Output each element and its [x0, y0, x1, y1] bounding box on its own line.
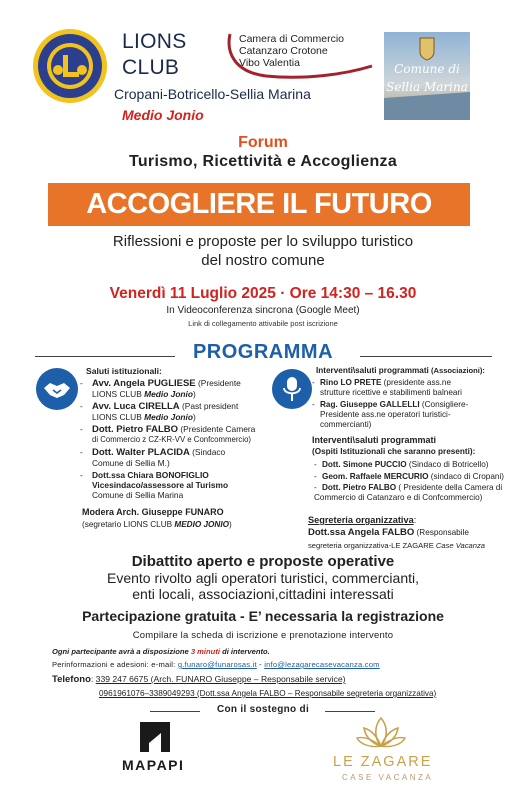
interventi2-heading: Interventi\saluti programmati: [312, 435, 437, 445]
ospite-item: - Dott. Simone PUCCIO (Sindaco di Botricello): [314, 460, 489, 469]
saluto-item: - Avv. Luca CIRELLA (Past president LIONS CLUB Medio Jonio): [80, 401, 239, 422]
tagline-line1: Riflessioni e proposte per lo sviluppo turistico: [112, 233, 414, 250]
segreteria-role: segreteria organizzativa-LE ZAGARE Case Vacanza: [308, 541, 485, 550]
compilare: Compilare la scheda di iscrizione e prenotazione intervento: [132, 630, 394, 641]
camera-commercio-logo: [226, 32, 376, 84]
lotus-icon: [356, 714, 406, 754]
link-note: Link di collegamento attivabile post iscrizione: [188, 319, 338, 328]
event-title: ACCOGLIERE IL FUTURO: [86, 188, 432, 220]
camera-line2: Catanzaro Crotone: [239, 45, 328, 57]
camera-line1: Camera di Commercio: [239, 33, 345, 45]
intervento-item: - Rino LO PRETE (presidente ass.ne strutture ricettive e stabilimenti balneari: [312, 378, 462, 397]
evento-line1: Evento rivolto agli operatori turistici, commercianti,: [106, 570, 419, 586]
saluti-heading: Saluti istituzionali:: [86, 366, 162, 376]
interventi-heading: Interventi\saluti programmati (Associazioni):: [316, 366, 485, 375]
info-line: Perinformazioni e adesioni: e-mail: g.funaro@funarosas.it - info@lezagarecasevacanza.com: [52, 660, 380, 669]
mapapi-name: MAPAPI: [122, 757, 185, 773]
tagline-line2: del nostro comune: [201, 252, 325, 269]
email-zagare-link[interactable]: info@lezagarecasevacanza.com: [264, 660, 380, 669]
program-heading: PROGRAMMA: [192, 341, 334, 363]
saluto-item: - Dott.ssa Chiara BONOFIGLIO Vicesindaco/assessore al Turismo Comune di Sellia Marina: [80, 470, 229, 500]
lions-location: Cropani-Botricello-Sellia Marina: [114, 86, 311, 102]
comune-line2: Sellia Marina: [386, 80, 468, 94]
mapapi-logo: [137, 719, 173, 755]
event-date: Venerdì 11 Luglio 2025 · Ore 14:30 – 16.30: [109, 285, 417, 302]
intervento-item: - Rag. Giuseppe GALLELLI (Consigliere- Presidente ass.ne operatori turistici- commercianti): [312, 400, 469, 429]
lions-name-line1: LIONS: [122, 30, 187, 53]
segreteria-name: Dott.ssa Angela FALBO (Responsabile: [308, 527, 469, 538]
telefono-line2: 0961961076–3389049293 (Dott.ssa Angela FALBO – Responsabile segreteria organizzativa): [99, 689, 437, 698]
ospite-item: - Geom. Raffaele MERCURIO (sindaco di Cropani): [314, 472, 505, 481]
segreteria-heading: Segreteria organizzativa:: [308, 515, 417, 525]
zagare-name: LE ZAGARE: [333, 754, 433, 770]
lions-logo: [32, 28, 108, 104]
saluto-item: - Dott. Walter PLACIDA (Sindaco Comune di Sellia M.): [80, 447, 226, 468]
microphone-icon: [272, 369, 312, 409]
sponsor-heading: Con il sostegno di: [216, 704, 310, 715]
interventi2-sub: (Ospiti Istituzionali che saranno presenti):: [312, 447, 476, 456]
lions-district: Medio Jonio: [122, 107, 204, 123]
comune-sellia-logo: [384, 32, 470, 120]
saluto-item: - Dott. Pietro FALBO (Presidente Camera di Commercio z CZ-KR-VV e Confcommercio): [80, 424, 256, 444]
forum-subtitle: Turismo, Ricettività e Accoglienza: [128, 153, 398, 170]
moderator: Modera Arch. Giuseppe FUNARO: [82, 507, 224, 517]
forum-label: Forum: [238, 134, 288, 151]
event-format: In Videoconferenza sincrona (Google Meet): [166, 305, 360, 316]
dibattito: Dibattito aperto e proposte operative: [131, 553, 395, 570]
zagare-sub: CASE VACANZA: [342, 773, 434, 782]
minuti-note: Ogni partecipante avrà a disposizione 3 minuti di intervento.: [52, 647, 270, 656]
moderator-role: (segretario LIONS CLUB MEDIO JONIO): [82, 520, 232, 529]
telefono-line1: Telefono: 339 247 6675 (Arch. FUNARO Giuseppe – Responsabile service): [52, 674, 346, 685]
partecipazione: Partecipazione gratuita - E’ necessaria la registrazione: [82, 608, 444, 624]
evento-line2: enti locali, associazioni,cittadini interessati: [132, 586, 394, 602]
handshake-icon: [36, 368, 78, 410]
camera-line3: Vibo Valentia: [239, 57, 300, 69]
ospite-item: - Dott. Pietro FALBO ( Presidente della Camera di Commercio di Catanzaro e di Confcommercio): [314, 483, 503, 502]
saluto-item: - Avv. Angela PUGLIESE (Presidente LIONS CLUB Medio Jonio): [80, 378, 241, 399]
email-funaro-link[interactable]: g.funaro@funarosas.it: [177, 660, 257, 669]
comune-line1: Comune di: [394, 62, 460, 76]
lions-name-line2: CLUB: [122, 56, 180, 79]
